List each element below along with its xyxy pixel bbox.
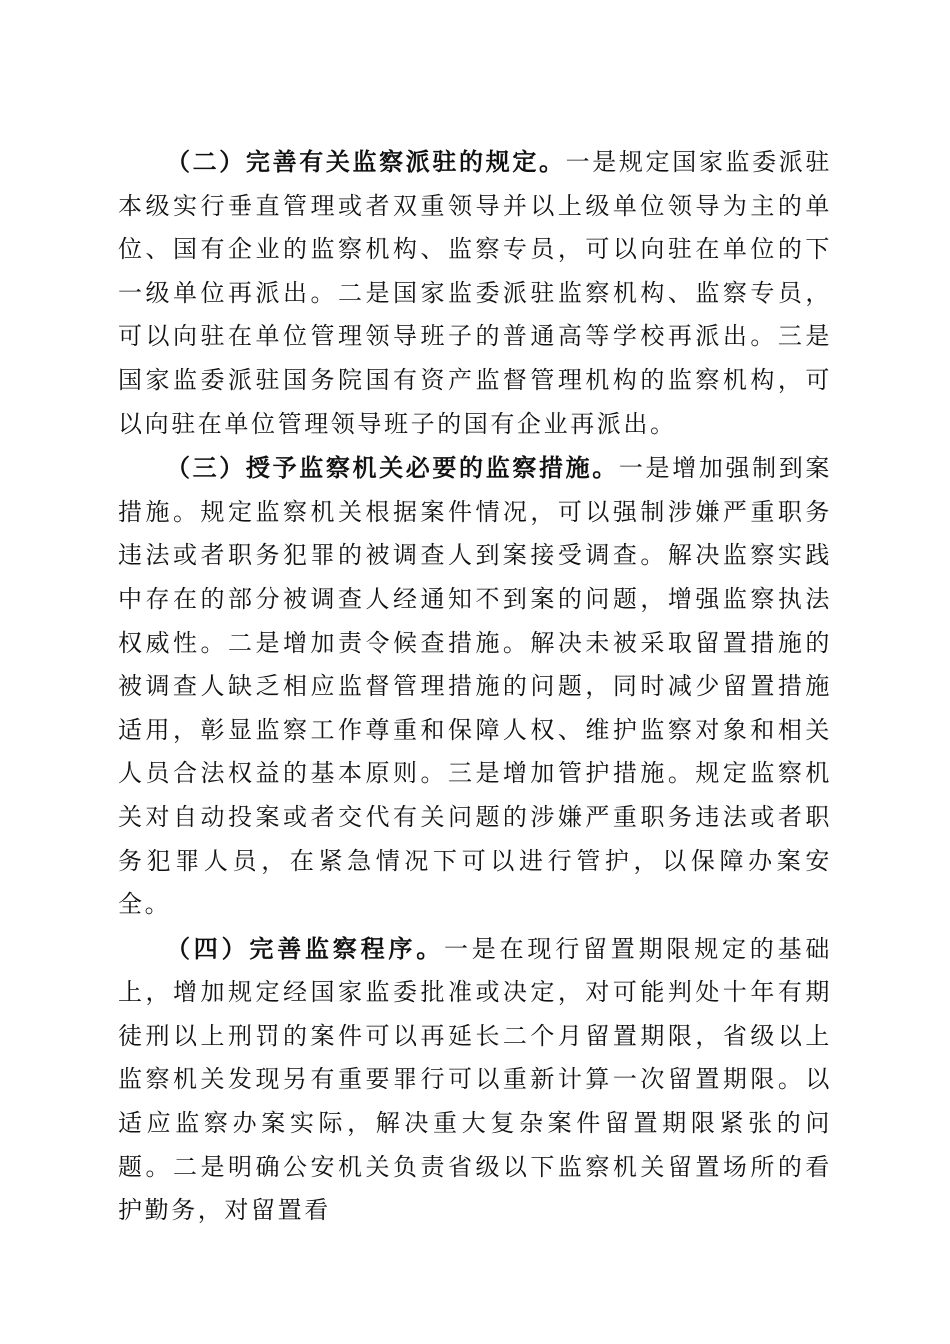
paragraph-supervision-dispatch (118, 140, 832, 446)
paragraph-heading: （二）完善有关监察派驻的规定。 (166, 147, 566, 176)
paragraph-text: 一是增加强制到案措施。规定监察机关根据案件情况，可以强制涉嫌严重职务违法或者职务犯罪的被调查人到案接受调查。解决监察实践中存在的部分被调查人经通知不到案的问题，增强监察执法权威性。二是增加责令候查措施。解决未被采取留置措施的被调查人缺乏相应监督管理措施的问题，同时减少留置措施适用，彰显监察工作尊重和保障人权、维护监察对象和相关人员合法权益的基本原则。三是增加管护措施。规定监察机关对自动投案或者交代有关问题的涉嫌严重职务违法或者职务犯罪人员，在紧急情况下可以进行管护，以保障办案安全。 (118, 454, 832, 919)
paragraph-text: 一是规定国家监委派驻本级实行垂直管理或者双重领导并以上级单位领导为主的单位、国有企业的监察机构、监察专员，可以向驻在单位的下一级单位再派出。二是国家监委派驻监察机构、监察专员，可以向驻在单位管理领导班子的普通高等学校再派出。三是国家监委派驻国务院国有资产监督管理机构的监察机构，可以向驻在单位管理领导班子的国有企业再派出。 (118, 148, 832, 438)
paragraph-heading: （三）授予监察机关必要的监察措施。 (166, 453, 619, 483)
paragraph-text: 一是在现行留置期限规定的基础上，增加规定经国家监委批准或决定，对可能判处十年有期徒刑以上刑罚的案件可以再延长二个月留置期限，省级以上监察机关发现另有重要罪行可以重新计算一次留置期限。以适应监察办案实际，解决重大复杂案件留置期限紧张的问题。二是明确公安机关负责省级以下监察机关留置场所的看护勤务，对留置看 (118, 934, 832, 1225)
paragraph-supervision-measures (118, 446, 832, 927)
document-body (118, 140, 832, 1233)
paragraph-heading: （四）完善监察程序。 (166, 933, 444, 963)
paragraph-supervision-procedure (118, 927, 832, 1233)
